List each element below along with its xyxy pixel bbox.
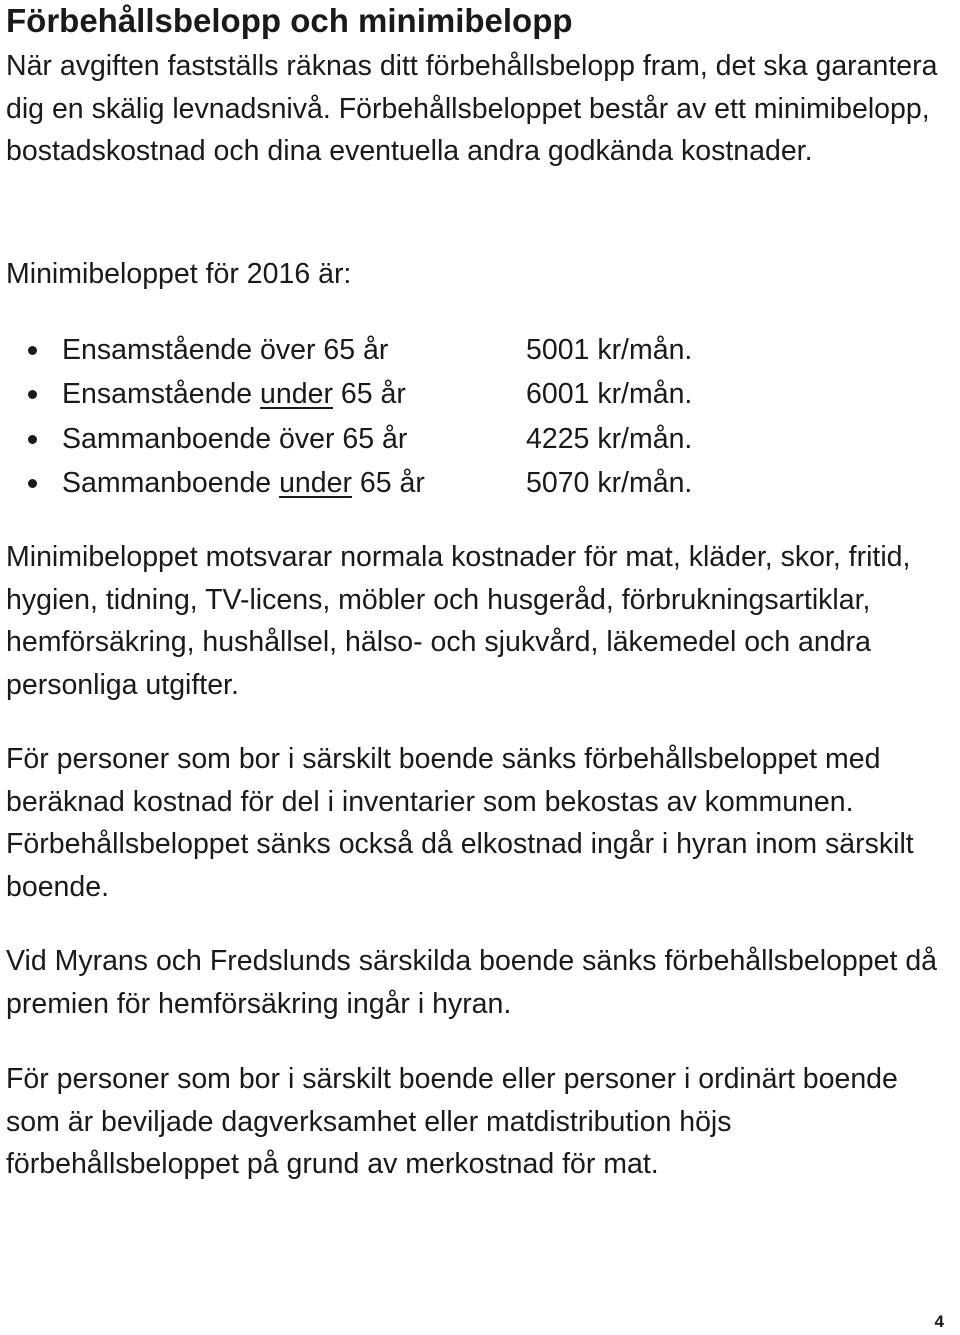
page-title: Förbehållsbelopp och minimibelopp — [6, 2, 573, 39]
intro-paragraph: När avgiften fastställs räknas ditt förbehållsbelopp fram, det ska garantera dig en skälig levnadsnivå. Förbehållsbeloppet består av ett minimibelopp, bostadskostnad och dina eventuella andra godkända kostnader. — [6, 50, 938, 167]
list-item — [6, 328, 806, 372]
list-item — [6, 372, 806, 416]
minimum-amount-subheading: Minimibeloppet för 2016 är: — [6, 258, 352, 290]
amount-label: Sammanboende över 65 år — [62, 422, 408, 455]
bullet-icon — [28, 346, 37, 355]
myrans-fredslunds-paragraph: Vid Myrans och Fredslunds särskilda boende sänks förbehållsbeloppet då premien för hemförsäkring ingår i hyran. — [6, 945, 938, 1020]
amount-label: Sammanboende under 65 år — [62, 466, 425, 499]
page-number: 4 — [934, 1312, 944, 1331]
minimum-amount-list — [6, 328, 806, 505]
amount-value: 5001 kr/mån. — [526, 334, 693, 366]
bullet-icon — [28, 479, 37, 488]
bullet-icon — [28, 390, 37, 399]
amount-label: Ensamstående under 65 år — [62, 378, 406, 411]
amount-value: 5070 kr/mån. — [526, 466, 693, 499]
list-item — [6, 417, 806, 461]
costs-paragraph: Minimibeloppet motsvarar normala kostnader för mat, kläder, skor, fritid, hygien, tidning, TV-licens, möbler och husgeråd, förbrukningsartiklar, hemförsäkring, hushållsel, hälso- och sjukvård, läkemedel och andra personliga utgifter. — [6, 541, 911, 701]
food-cost-paragraph: För personer som bor i särskilt boende eller personer i ordinärt boende som är beviljade dagverksamhet eller matdistribution höjs förbehållsbeloppet på grund av merkostnad för mat. — [6, 1063, 898, 1180]
amount-label: Ensamstående över 65 år — [62, 334, 389, 366]
amount-value: 6001 kr/mån. — [526, 378, 693, 411]
list-item — [6, 461, 806, 505]
bullet-icon — [28, 435, 37, 444]
amount-value: 4225 kr/mån. — [526, 422, 693, 455]
special-housing-paragraph: För personer som bor i särskilt boende sänks förbehållsbeloppet med beräknad kostnad för del i inventarier som bekostas av kommunen. Förbehållsbeloppet sänks också då elkostnad ingår i hyran inom särskilt boende. — [6, 743, 914, 903]
